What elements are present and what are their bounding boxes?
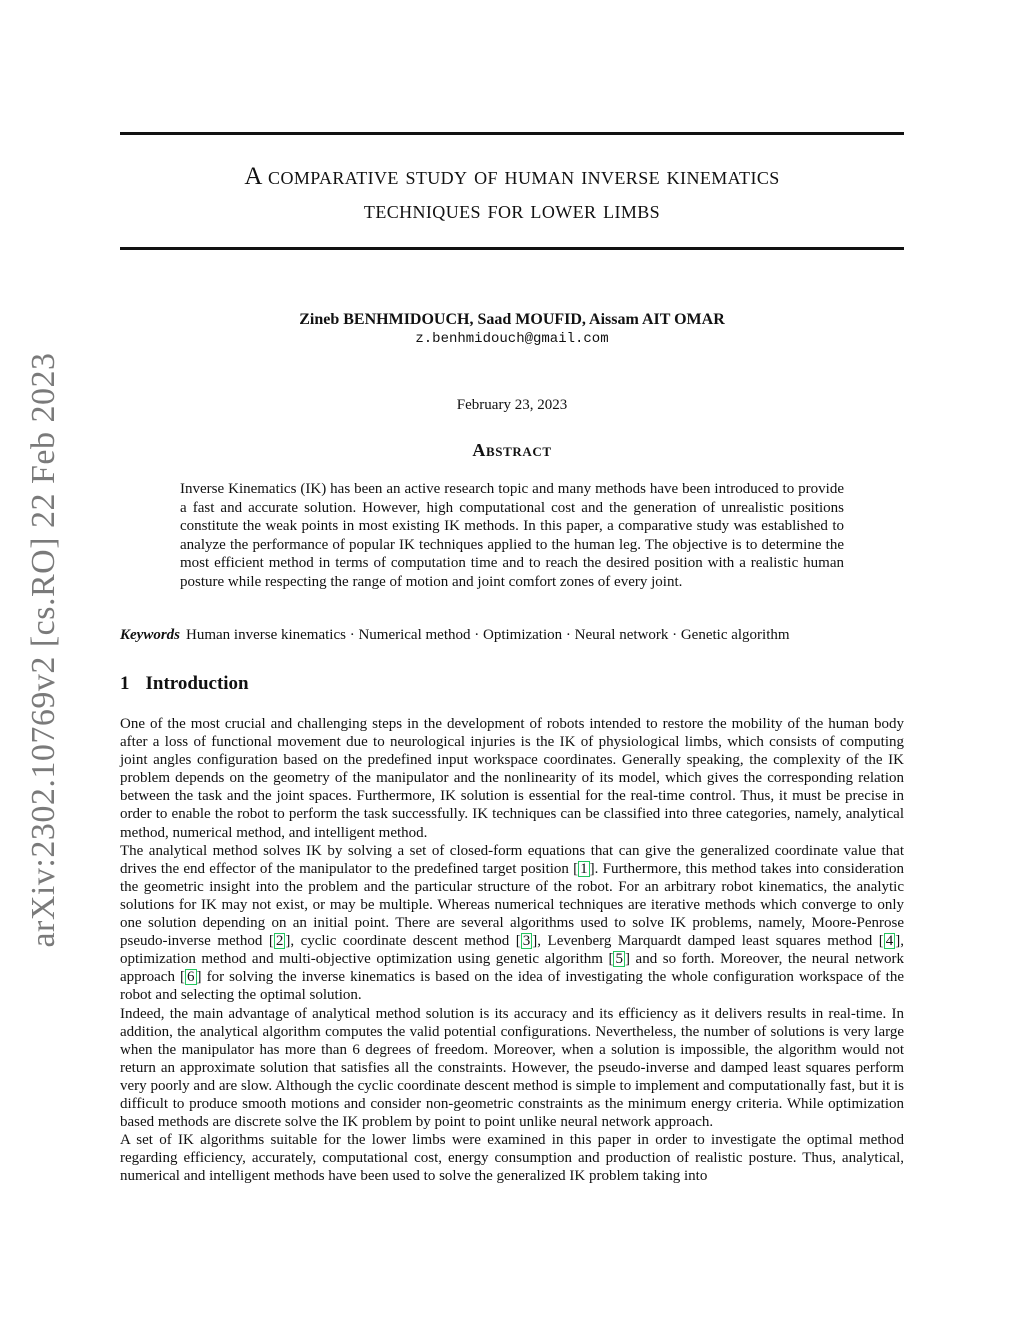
citation-link[interactable]: 3 (522, 933, 531, 950)
title-line-1: A comparative study of human inverse kinematics (244, 163, 780, 190)
section-number: 1 (120, 673, 130, 694)
section-title: Introduction (145, 673, 249, 694)
keywords-line (120, 627, 904, 644)
citation-link[interactable]: 1 (580, 860, 588, 877)
abstract-text: Inverse Kinematics (IK) has been an active research topic and many methods have been introduced to provide a fast and accurate solution. However, high computational cost and the generation of unrealistic positions constitute the weak points in most existing IK methods. In this paper, a comparative study was established to analyze the performance of popular IK techniques applied to the human leg. The objective is to determine the most efficient method in terms of computation time and to reach the desired position with a realistic human posture while respecting the range of motion and joint comfort zones of every joint. (180, 481, 844, 590)
introduction-body (120, 715, 904, 1185)
title-line-2: techniques for lower limbs (363, 197, 661, 224)
title-bottom-rule (120, 247, 904, 250)
paragraph-1: One of the most crucial and challenging steps in the development of robots intended to restore the mobility of the human body after a loss of functional movement due to neurological injuries is the IK of physiological limbs, which consists of computing joint angles configuration based on the predefined input workspace coordinates. Generally speaking, the complexity of the IK problem depends on the geometry of the manipulator and the nonlinearity of its model, which gives the corresponding relation between the task and the joint spaces. Furthermore, IK solution is essential for the real-time control. Thus, it must be precise in order to enable the robot to perform the task successfully. IK techniques can be classified into three categories, namely, analytical method, numerical method, and intelligent method. (120, 716, 904, 841)
keywords-text: Human inverse kinematics · Numerical method · Optimization · Neural network · Genetic algorithm (186, 627, 790, 643)
arxiv-identifier: arXiv:2302.10769v2 [cs.RO] 22 Feb 2023 (25, 352, 62, 948)
author-email[interactable]: z.benhmidouch@gmail.com (415, 331, 609, 347)
paragraph-2: The analytical method solves IK by solving a set of closed-form equations that can give the generalized coordinate value that drives the end effector of the manipulator to the predefined target position [ 1 ]. Furthermore, this method takes into consideration the geometric insight into the problem and the particular structure of the robot. For an arbitrary robot kinematics, the analytic solutions for IK may not exist, or may be multiple. Whereas numerical techniques are iterative methods which converge to only one solution depending on an initial point. There are several algorithms used to solve IK problems, namely, Moore-Penrose pseudo-inverse method [ 2 ], cyclic coordinate descent method [ 3 ], Levenberg Marquardt damped least squares method [ 4 ], optimization method and multi-objective optimization using genetic algorithm [ 5 ] and so forth. Moreover, the neural network approach [ 6 ] for solving the inverse kinematics is based on the idea of investigating the whole configuration workspace of the robot and selecting the optimal solution. (120, 842, 905, 1004)
paragraph-3: Indeed, the main advantage of analytical method solution is its accuracy and its efficiency as it delivers results in real-time. In addition, the analytical algorithm computes the valid potential configurations. Nevertheless, the number of solutions is very large when the manipulator has more than 6 degrees of freedom. Moreover, when a solution is impossible, the algorithm would not return an approximate solution that satisfies all the constraints. However, the pseudo-inverse and damped least squares perform very poorly and are slow. Although the cyclic coordinate descent method is simple to implement and computationally fast, but it is difficult to produce smooth motions and consider non-geometric constraints as the minimum energy criteria. While optimization based methods are discrete solve the IK problem by point to point unlike neural network approach. (120, 1005, 904, 1131)
paper-date: February 23, 2023 (456, 397, 568, 413)
paragraph-4: A set of IK algorithms suitable for the lower limbs were examined in this paper in order to investigate the optimal method regarding efficiency, accurately, computational cost, energy consumption and production of realistic posture. Thus, analytical, numerical and intelligent methods have been used to solve the generalized IK problem taking into (120, 1132, 904, 1185)
paper-title (120, 160, 904, 228)
section-heading-introduction (120, 673, 249, 695)
citation-link[interactable]: 4 (885, 933, 894, 950)
citation-link[interactable]: 6 (187, 969, 195, 986)
abstract-heading: Abstract (472, 440, 552, 460)
title-top-rule (120, 132, 904, 135)
citation-link[interactable]: 5 (615, 951, 623, 968)
citation-link[interactable]: 2 (275, 933, 284, 950)
author-list: Zineb BENHMIDOUCH, Saad MOUFID, Aissam AIT OMAR (299, 311, 725, 328)
keywords-label: Keywords (120, 627, 180, 643)
